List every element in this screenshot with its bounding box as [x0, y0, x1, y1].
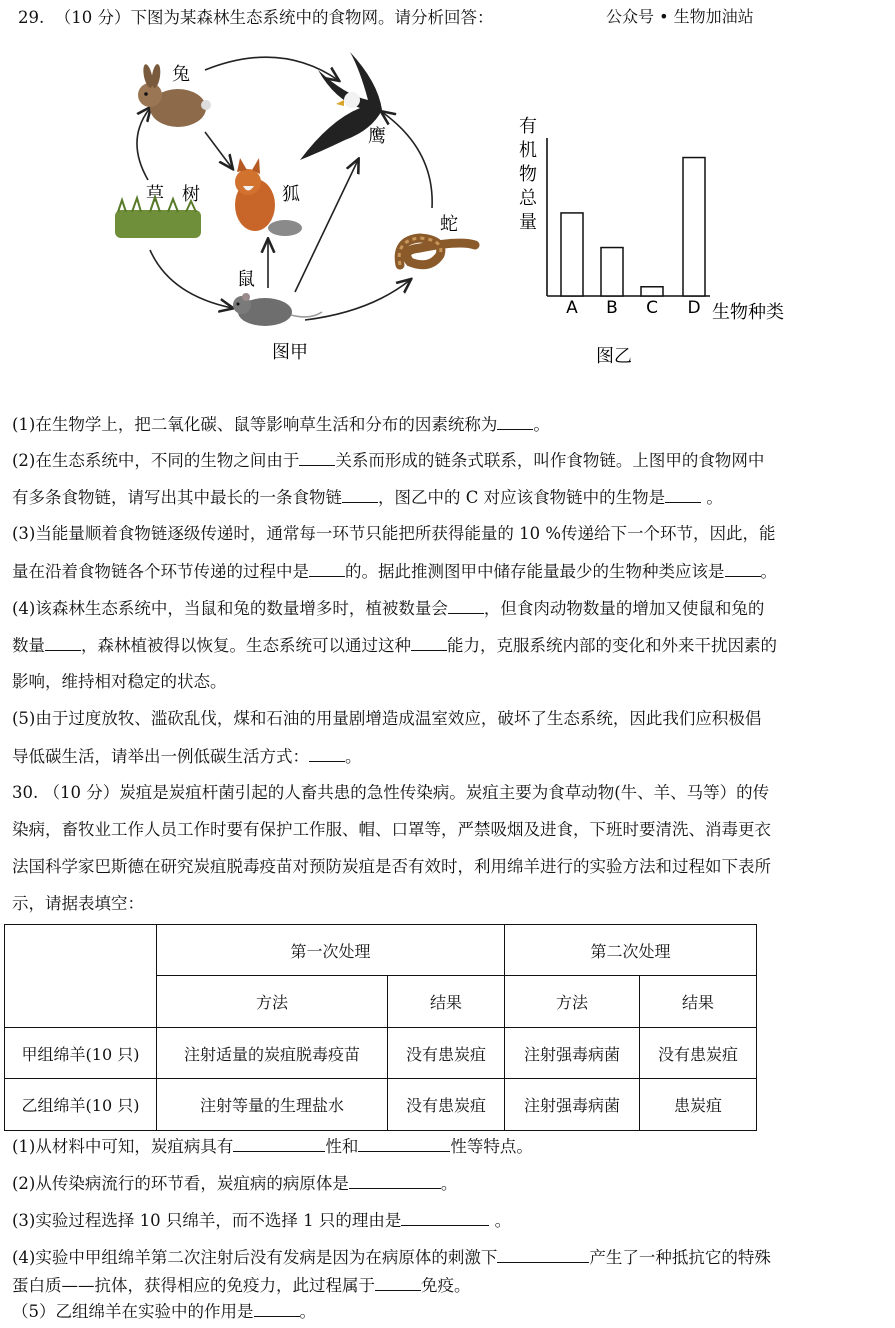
q29-line-7	[12, 634, 777, 657]
caption-fig-a: 图甲	[272, 342, 308, 363]
q29-line-5	[12, 560, 777, 583]
q30-s1-text-a: (1)从材料中可知，炭疽病具有	[12, 1137, 234, 1156]
q29-line-9	[12, 708, 761, 730]
header-first-treatment: 第一次处理	[157, 925, 505, 976]
q29-l1-text-a: (1)在生物学上，把二氧化碳、鼠等影响草生活和分布的因素统称为	[12, 415, 498, 434]
q30-sub-3	[12, 1209, 511, 1232]
arrow-grass-mouse	[150, 250, 232, 308]
q30-s1-text-b: 性和	[325, 1137, 359, 1156]
q30-s2-text-a: (2)从传染病流行的环节看，炭疽病的病原体是	[12, 1174, 349, 1193]
ylabel-char-4: 总	[519, 188, 537, 209]
bar-A	[561, 213, 583, 296]
q29-l7-text-b: ，森林植被得以恢复。生态系统可以通过这种	[81, 636, 411, 655]
ylabel-char-5: 量	[519, 212, 537, 233]
row-a-method-1: 注射适量的炭疽脱毒疫苗	[157, 1028, 388, 1079]
q30-s3-text-a: (3)实验过程选择 10 只绵羊，而不选择 1 只的理由是	[12, 1211, 402, 1230]
ylabel-char-1: 有	[519, 116, 537, 137]
header-result-2: 结果	[640, 976, 757, 1028]
q29-line-2	[12, 449, 764, 472]
q30-s2-text-b: 。	[440, 1174, 458, 1193]
q30-line-2	[12, 819, 771, 841]
q29-l3-text-c: 。	[701, 488, 723, 507]
tick-label-B: B	[606, 298, 618, 318]
answer-blank-13[interactable]	[349, 1172, 441, 1189]
header-method-1: 方法	[157, 976, 388, 1028]
row-a-result-1: 没有患炭疽	[388, 1028, 505, 1079]
arrow-rabbit-eagle	[205, 57, 338, 80]
answer-blank-2[interactable]	[299, 449, 335, 466]
table-corner-cell	[5, 925, 157, 1028]
q30-sub-1	[12, 1135, 533, 1158]
answer-blank-16[interactable]	[375, 1274, 421, 1291]
q29-l7-text-c: 能力，克服系统内部的变化和外来干扰因素的	[447, 636, 777, 655]
label-eagle: 鹰	[368, 126, 386, 147]
q29-l5-text-a: 量在沿着食物链各个环节传递的过程中是	[12, 562, 309, 581]
q29-l5-text-b: 的。据此推测图甲中储存能量最少的生物种类应该是	[345, 562, 725, 581]
caption-fig-b: 图乙	[596, 346, 632, 367]
q30-line-1	[12, 782, 769, 804]
experiment-table	[4, 924, 757, 1131]
q30-sub-2	[12, 1172, 457, 1195]
q30-l2-text: 染病，畜牧业工作人员工作时要有保护工作服、帽、口罩等，严禁吸烟及进食，下班时要清洗、消毒更衣	[12, 820, 771, 839]
q29-l6-text-a: (4)该森林生态系统中，当鼠和兔的数量增多时，植被数量会	[12, 599, 448, 618]
label-snake: 蛇	[440, 214, 458, 235]
header-result-1: 结果	[388, 976, 505, 1028]
q29-line-1	[12, 413, 550, 436]
q29-line-10	[12, 745, 362, 768]
q30-l3-text: 法国科学家巴斯德在研究炭疽脱毒疫苗对预防炭疽是否有效时，利用绵羊进行的实验方法和过程如下表所	[12, 857, 771, 876]
mouse-icon	[233, 293, 322, 326]
row-a-method-2: 注射强毒病菌	[505, 1028, 640, 1079]
q29-l3-text-b: ，图乙中的 C 对应该食物链中的生物是	[378, 488, 666, 507]
q30-s4-text-a: (4)实验中甲组绵羊第二次注射后没有发病是因为在病原体的刺激下	[12, 1248, 498, 1267]
q29-l5-text-c: 。	[760, 562, 777, 581]
bar-D	[683, 158, 705, 296]
q30-sub-4	[12, 1246, 771, 1269]
answer-blank-6[interactable]	[725, 560, 761, 577]
ylabel-char-2: 机	[519, 140, 537, 161]
answer-blank-17[interactable]	[254, 1300, 300, 1317]
header-second-treatment: 第二次处理	[505, 925, 757, 976]
row-b-group: 乙组绵羊(10 只)	[5, 1079, 157, 1131]
q29-l10-text-b: 。	[345, 747, 362, 766]
table-row	[5, 1028, 757, 1079]
answer-blank-12[interactable]	[358, 1135, 450, 1152]
q30-s4b-text-a: 蛋白质——抗体，获得相应的免疫力，此过程属于	[12, 1276, 375, 1295]
ylabel-char-3: 物	[519, 164, 537, 185]
answer-blank-7[interactable]	[448, 597, 484, 614]
q30-s4-text-b: 产生了一种抵抗它的特殊	[589, 1248, 771, 1267]
q29-l8-text: 影响，维持相对稳定的状态。	[12, 672, 227, 691]
q30-line-3	[12, 856, 771, 878]
table-row	[5, 1079, 757, 1131]
arrow-mouse-eagle	[295, 160, 358, 292]
q29-l10-text-a: 导低碳生活，请举出一例低碳生活方式：	[12, 747, 309, 766]
header-method-2: 方法	[505, 976, 640, 1028]
q29-l1-text-b: 。	[533, 415, 550, 434]
q29-l7-text-a: 数量	[12, 636, 45, 655]
q29-l2-text-b: 关系而形成的链条式联系，叫作食物链。上图甲的食物网中	[335, 451, 765, 470]
row-b-result-1: 没有患炭疽	[388, 1079, 505, 1131]
label-rabbit: 兔	[172, 64, 190, 85]
q29-l2-text-a: (2)在生态系统中，不同的生物之间由于	[12, 451, 300, 470]
q30-l1-text: 30. （10 分）炭疽是炭疽杆菌引起的人畜共患的急性传染病。炭疽主要为食草动物(牛、羊、马等）的传	[12, 783, 770, 802]
y-axis-label	[519, 116, 538, 233]
bar-B	[601, 248, 623, 296]
row-b-method-1: 注射等量的生理盐水	[157, 1079, 388, 1131]
q30-sub-4-cont	[12, 1274, 471, 1297]
arrow-snake-eagle	[382, 112, 432, 208]
tick-label-A: A	[566, 298, 578, 318]
q29-line-8	[12, 671, 227, 693]
answer-blank-15[interactable]	[497, 1246, 589, 1263]
q29-l3-text-a: 有多条食物链，请写出其中最长的一条食物链	[12, 488, 342, 507]
arrow-grass-rabbit	[137, 108, 150, 180]
bar-chart-fig-b	[500, 100, 810, 380]
table-header-row-1	[5, 925, 757, 976]
tick-label-C: C	[646, 298, 658, 318]
answer-blank-9[interactable]	[411, 634, 447, 651]
label-grass: 草	[146, 184, 164, 205]
q30-s1-text-c: 性等特点。	[450, 1137, 533, 1156]
answer-blank-3[interactable]	[342, 486, 378, 503]
label-mouse: 鼠	[237, 269, 255, 290]
q30-sub-5	[12, 1300, 316, 1323]
row-b-method-2: 注射强毒病菌	[505, 1079, 640, 1131]
q29-head-text: （10 分）下图为某森林生态系统中的食物网。请分析回答：	[54, 8, 494, 27]
answer-blank-14[interactable]	[401, 1209, 489, 1226]
q30-line-4	[12, 893, 144, 915]
bar-C	[641, 287, 663, 296]
q29-l9-text: (5)由于过度放牧、滥砍乱伐，煤和石油的用量剧增造成温室效应，破坏了生态系统，因此我们应积极倡	[12, 709, 762, 728]
arrow-rabbit-fox	[205, 132, 232, 168]
watermark: 公众号 • 生物加油站	[606, 7, 754, 26]
q30-l4-text: 示，请据表填空：	[12, 894, 144, 913]
q29-line-6	[12, 597, 764, 620]
q29-number: 29.	[18, 8, 45, 27]
q29-line-3	[12, 486, 723, 509]
x-axis-label: 生物种类	[712, 302, 784, 323]
answer-blank-1[interactable]	[497, 413, 533, 430]
tick-label-D: D	[687, 298, 701, 318]
label-fox: 狐	[282, 184, 300, 205]
answer-blank-4[interactable]	[665, 486, 701, 503]
q29-l4-text: (3)当能量顺着食物链逐级传递时，通常每一环节只能把所获得能量的 10 %传递给下一个环节，因此，能	[12, 524, 776, 543]
q30-s5-text-a: （5）乙组绵羊在实验中的作用是	[12, 1302, 254, 1321]
answer-blank-5[interactable]	[309, 560, 345, 577]
q30-s5-text-b: 。	[299, 1302, 316, 1321]
answer-blank-10[interactable]	[309, 745, 345, 762]
snake-icon	[399, 238, 475, 265]
q30-s4b-text-b: 免疫。	[421, 1276, 471, 1295]
row-a-result-2: 没有患炭疽	[640, 1028, 757, 1079]
arrow-mouse-snake	[305, 280, 410, 320]
row-a-group: 甲组绵羊(10 只)	[5, 1028, 157, 1079]
label-tree: 树	[182, 184, 200, 205]
answer-blank-8[interactable]	[45, 634, 81, 651]
q30-s3-text-b: 。	[489, 1211, 512, 1230]
q29-l6-text-b: ，但食肉动物数量的增加又使鼠和兔的	[483, 599, 765, 618]
row-b-result-2: 患炭疽	[640, 1079, 757, 1131]
q29-line-4	[12, 523, 776, 545]
answer-blank-11[interactable]	[233, 1135, 325, 1152]
bars	[561, 158, 705, 318]
